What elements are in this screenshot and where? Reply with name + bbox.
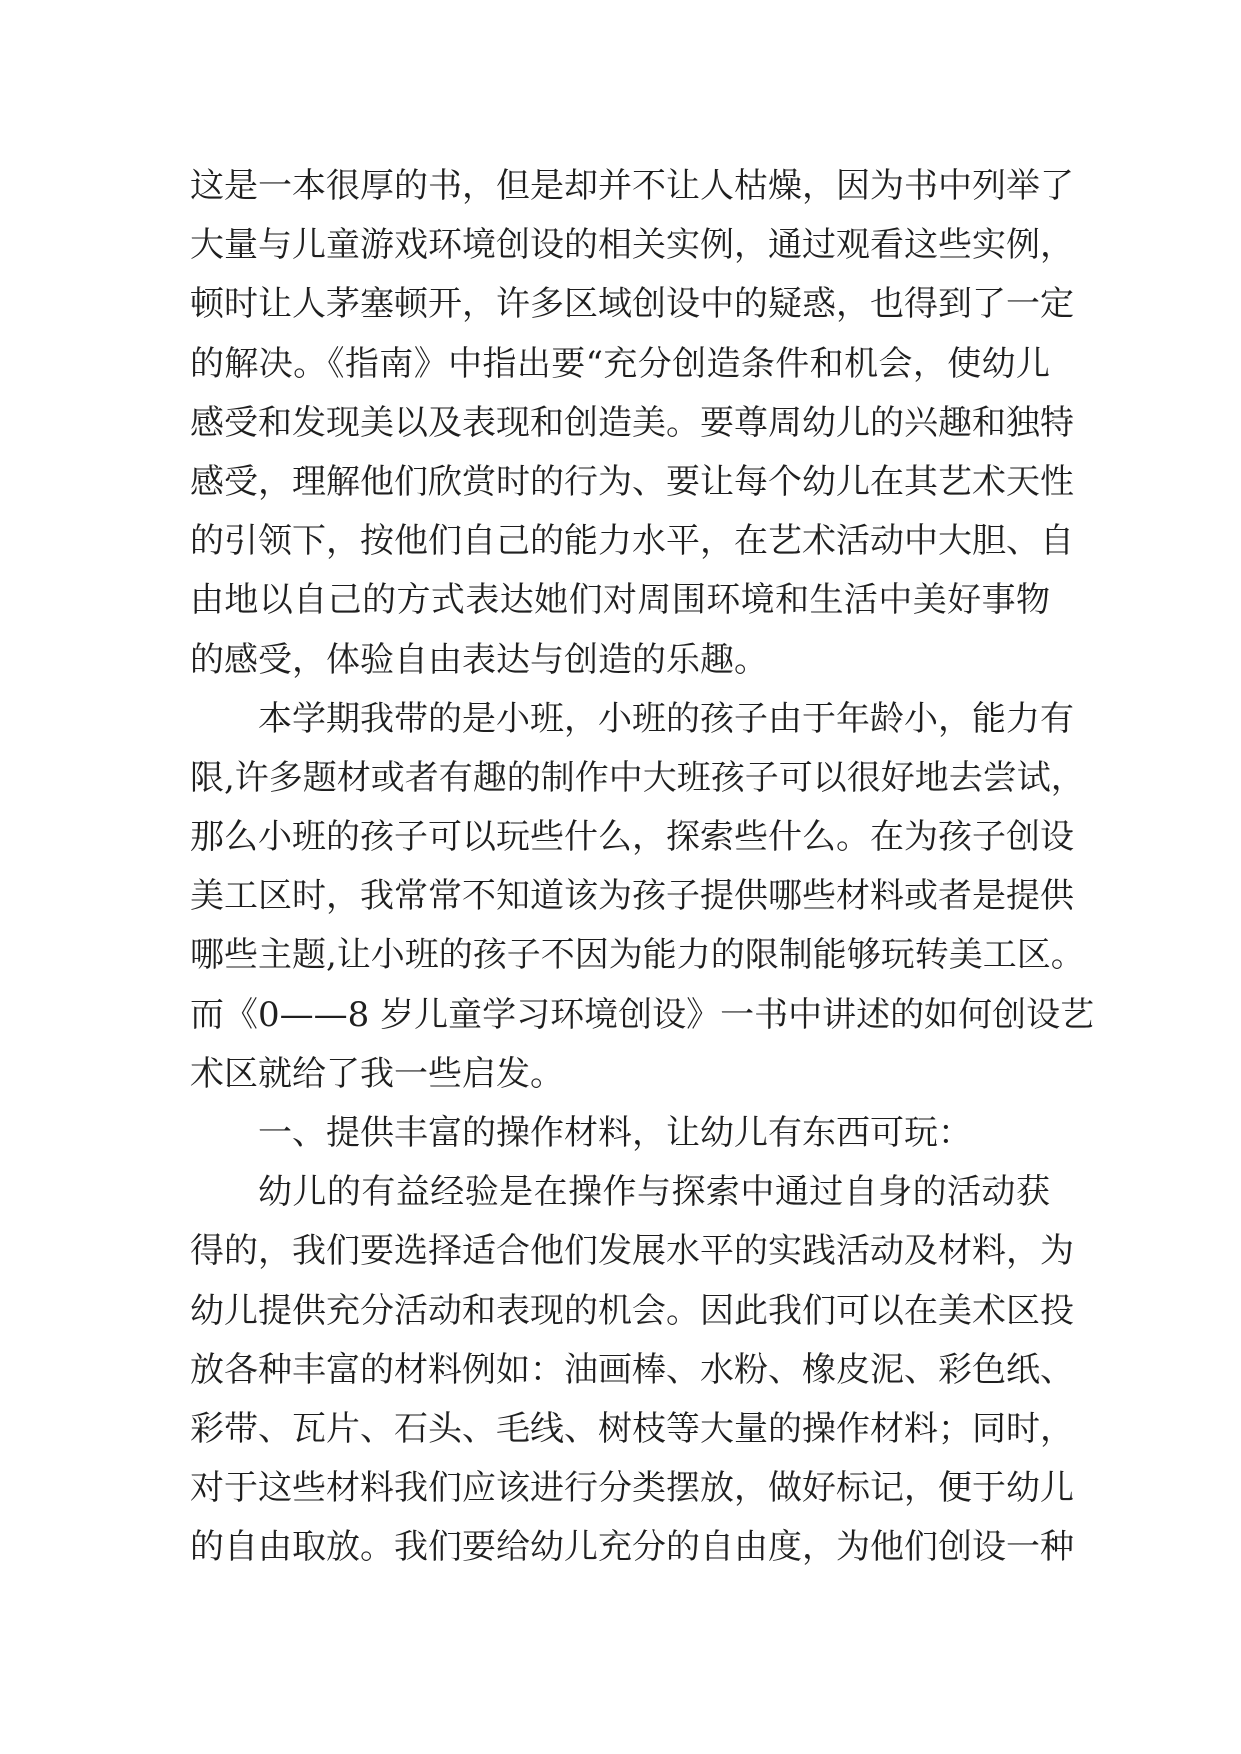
paragraph-first-line: 本学期我带的是小班，小班的孩子由于年龄小，能力有	[258, 698, 1074, 739]
text-line: 得的，我们要选择适合他们发展水平的实践活动及材料，为	[190, 1231, 1074, 1272]
text-line: 的引领下，按他们自己的能力水平，在艺术活动中大胆、自	[190, 521, 1074, 562]
text-line: 美工区时，我常常不知道该为孩子提供哪些材料或者是提供	[190, 876, 1074, 917]
document-body	[190, 157, 1095, 1578]
text-line: 限,许多题材或者有趣的制作中大班孩子可以很好地去尝试，	[190, 757, 1085, 798]
text-line: 幼儿提供充分活动和表现的机会。因此我们可以在美术区投	[190, 1290, 1074, 1331]
text-line: 对于这些材料我们应该进行分类摆放，做好标记，便于幼儿	[190, 1468, 1074, 1509]
text-line: 那么小班的孩子可以玩些什么，探索些什么。在为孩子创设	[190, 817, 1074, 858]
section-heading: 一、提供丰富的操作材料，让幼儿有东西可玩：	[258, 1113, 972, 1153]
text-line: 的解决。《指南》中指出要“充分创造条件和机会，使幼儿	[190, 343, 1050, 384]
text-line: 的感受，体验自由表达与创造的乐趣。	[190, 639, 768, 680]
text-line: 术区就给了我一些启发。	[190, 1053, 564, 1094]
text-line: 这是一本很厚的书，但是却并不让人枯燥，因为书中列举了	[190, 166, 1074, 206]
paragraph-first-line: 幼儿的有益经验是在操作与探索中通过自身的活动获	[258, 1172, 1050, 1213]
text-line: 顿时让人茅塞顿开，许多区域创设中的疑惑，也得到了一定	[190, 284, 1074, 325]
text-line: 而《0——8 岁儿童学习环境创设》一书中讲述的如何创设艺	[190, 994, 1095, 1035]
text-line: 大量与儿童游戏环境创设的相关实例，通过观看这些实例，	[190, 225, 1074, 266]
text-line: 放各种丰富的材料例如：油画棒、水粉、橡皮泥、彩色纸、	[190, 1349, 1074, 1390]
text-line: 感受，理解他们欣赏时的行为、要让每个幼儿在其艺术天性	[190, 461, 1074, 502]
text-line: 哪些主题,让小班的孩子不因为能力的限制能够玩转美工区。	[190, 935, 1085, 976]
text-line: 彩带、瓦片、石头、毛线、树枝等大量的操作材料；同时，	[190, 1408, 1074, 1449]
text-line: 感受和发现美以及表现和创造美。要尊周幼儿的兴趣和独特	[190, 402, 1074, 443]
text-line: 的自由取放。我们要给幼儿充分的自由度，为他们创设一种	[190, 1527, 1074, 1568]
text-line: 由地以自己的方式表达她们对周围环境和生活中美好事物	[190, 580, 1050, 621]
